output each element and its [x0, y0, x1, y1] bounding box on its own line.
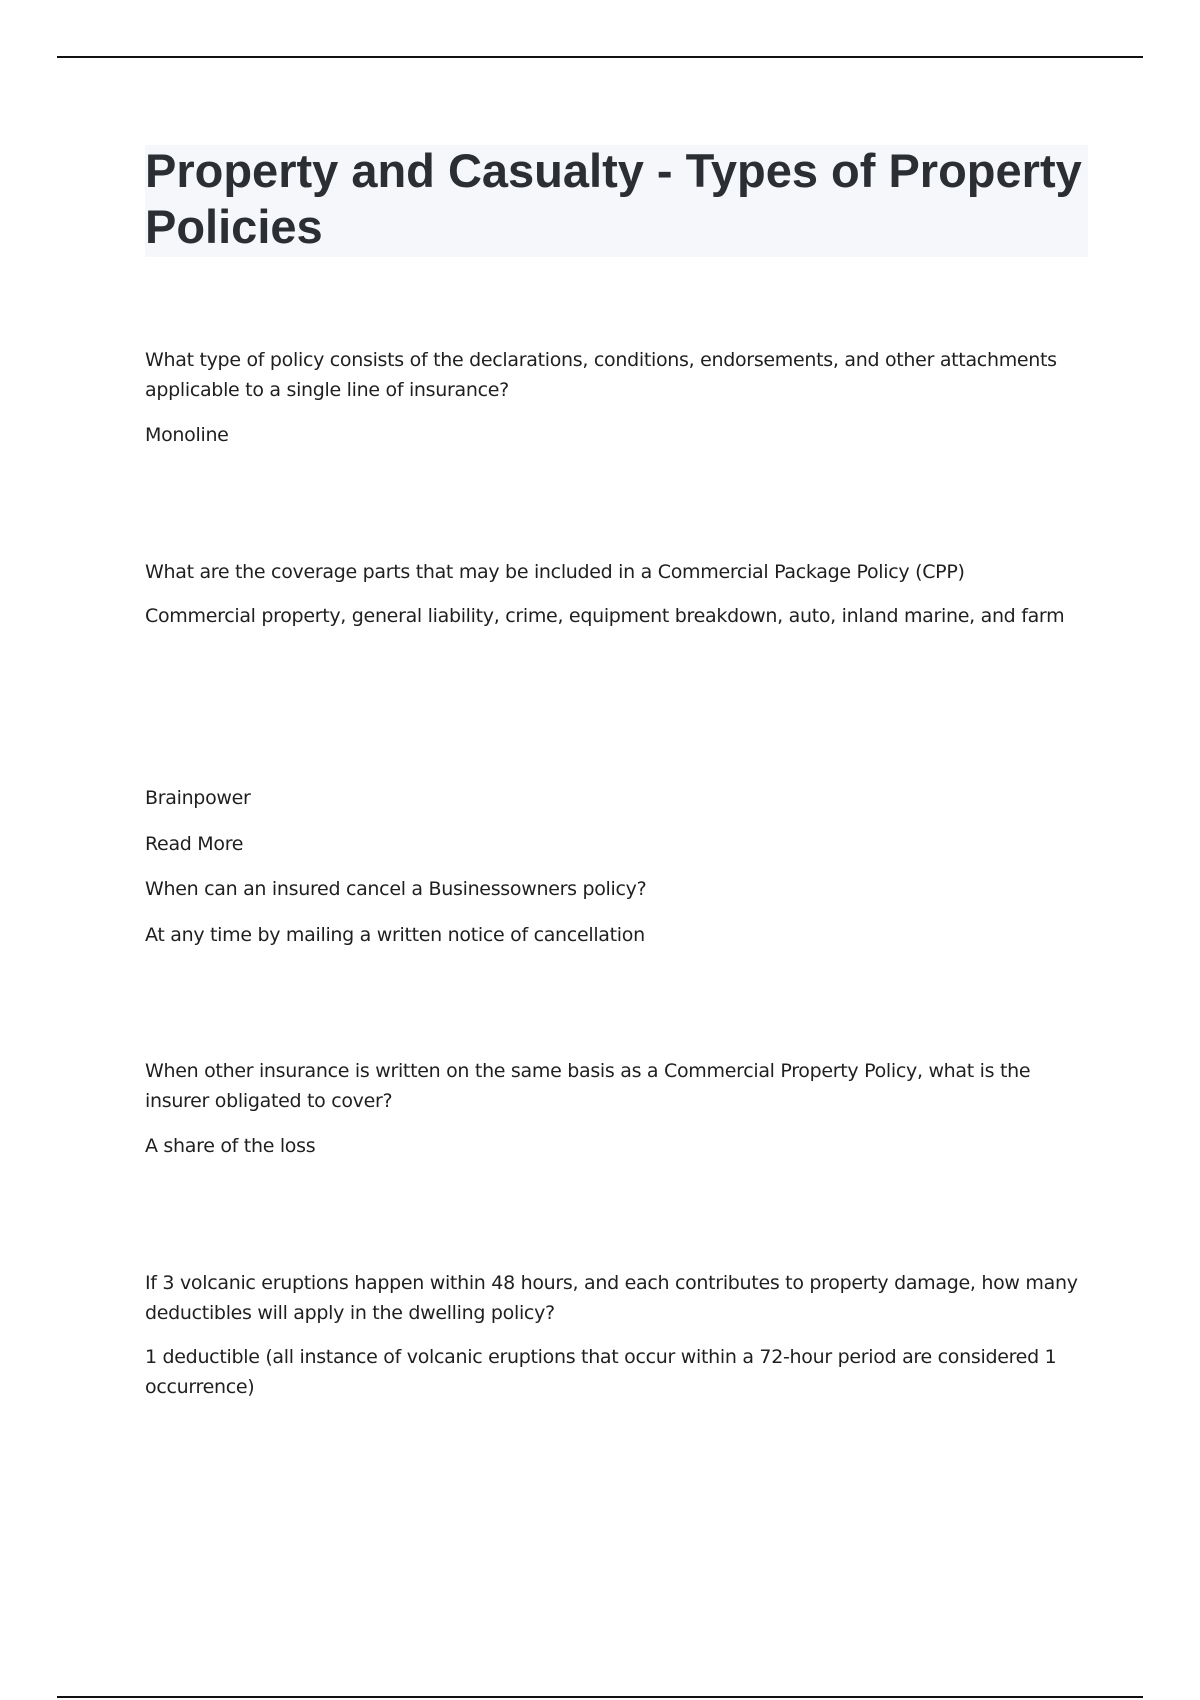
bottom-rule [57, 1696, 1143, 1698]
question-5: If 3 volcanic eruptions happen within 48 hours, and each contributes to property damage, how many deductibles will apply in the dwelling policy? [145, 1272, 1078, 1324]
answer-1: Monoline [145, 424, 229, 446]
question-4: When other insurance is written on the same basis as a Commercial Property Policy, what is the insurer obligated to cover? [145, 1060, 1031, 1112]
answer-4: A share of the loss [145, 1135, 316, 1157]
top-rule [57, 56, 1143, 58]
answer-5: 1 deductible (all instance of volcanic eruptions that occur within a 72-hour period are considered 1 occurrence) [145, 1346, 1057, 1398]
question-1: What type of policy consists of the declarations, conditions, endorsements, and other attachments applicable to a single line of insurance? [145, 349, 1057, 401]
answer-3: At any time by mailing a written notice of cancellation [145, 924, 645, 946]
page-title: Property and Casualty - Types of Property Policies [145, 144, 1082, 253]
question-3: When can an insured cancel a Businessowners policy? [145, 878, 647, 900]
promo-brand: Brainpower [145, 787, 251, 809]
read-more-link[interactable]: Read More [145, 833, 244, 855]
answer-2: Commercial property, general liability, crime, equipment breakdown, auto, inland marine, and farm [145, 605, 1065, 627]
question-2: What are the coverage parts that may be included in a Commercial Package Policy (CPP) [145, 561, 965, 583]
title-banner [145, 145, 1088, 257]
